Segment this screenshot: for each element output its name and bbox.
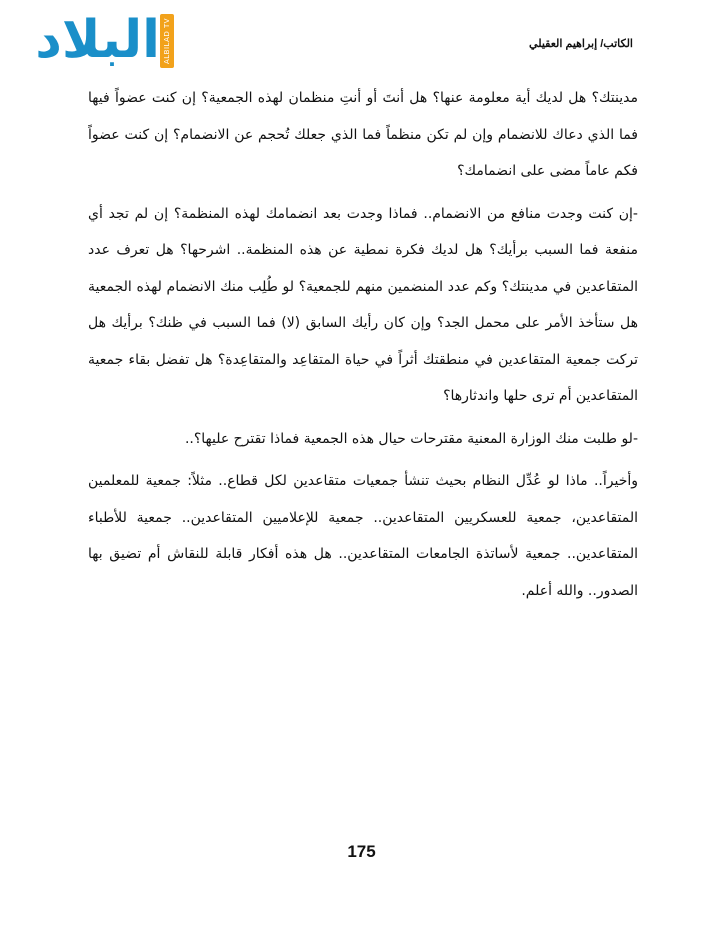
paragraph-3: -لو طلبت منك الوزارة المعنية مقترحات حيال هذه الجمعية فماذا تقترح عليها؟.. <box>184 430 638 447</box>
page-number: 175 <box>347 842 376 861</box>
albilad-logo <box>35 10 176 70</box>
logo-tagline: ALBILAD TV <box>163 17 171 65</box>
logo-tagline-bar <box>160 14 174 68</box>
logo-wordmark: البلاد <box>35 10 160 70</box>
author-name: الكاتب/ إبراهيم العقيلي <box>529 38 633 50</box>
paragraph-1: مدينتك؟ هل لديك أية معلومة عنها؟ هل أنتَ أو أنتِ منظمان لهذه الجمعية؟ إن كنت عضواً فيها فما الذي دعاك للانضمام وإن لم تكن منظماً فما الذي جعلك تُحجم عن الانضمام؟ إن كنت عضواً فكم عاماً مضى على انضمامك؟ <box>88 90 638 179</box>
article-body <box>88 80 638 615</box>
paragraph-2: -إن كنت وجدت منافع من الانضمام.. فماذا وجدت بعد انضمامك لهذه المنظمة؟ إن لم تجد أي منفعة فما السبب برأيك؟ هل لديك فكرة نمطية عن هذه المنظمة.. اشرحها؟ هل تعرف عدد المتقاعدين في مدينتك؟ وكم عدد المنضمين منهم للجمعية؟ لو طُلِب منك الانضمام لهذه الجمعية هل ستأخذ الأمر على محمل الجد؟ وإن كان رأيك السابق (لا) فما السبب في ظنك؟ برأيك هل تركت جمعية المتقاعدين في منطقتك أثراً في حياة المتقاعِد والمتقاعِدة؟ هل تفضل بقاء جمعية المتقاعدين أم ترى حلها واندثارها؟ <box>88 205 638 404</box>
paragraph-4: وأخيراً.. ماذا لو عُدِّل النظام بحيث تنشأ جمعيات متقاعدين لكل قطاع.. مثلاً: جمعية للمعلمين المتقاعدين، جمعية للعسكريين المتقاعدين.. جمعية للإعلاميين المتقاعدين.. جمعية للأطباء المتقاعدين.. جمعية لأساتذة الجامعات المتقاعدين.. هل هذه أفكار قابلة للنقاش أم تضيق بها الصدور.. والله أعلم. <box>88 473 638 599</box>
